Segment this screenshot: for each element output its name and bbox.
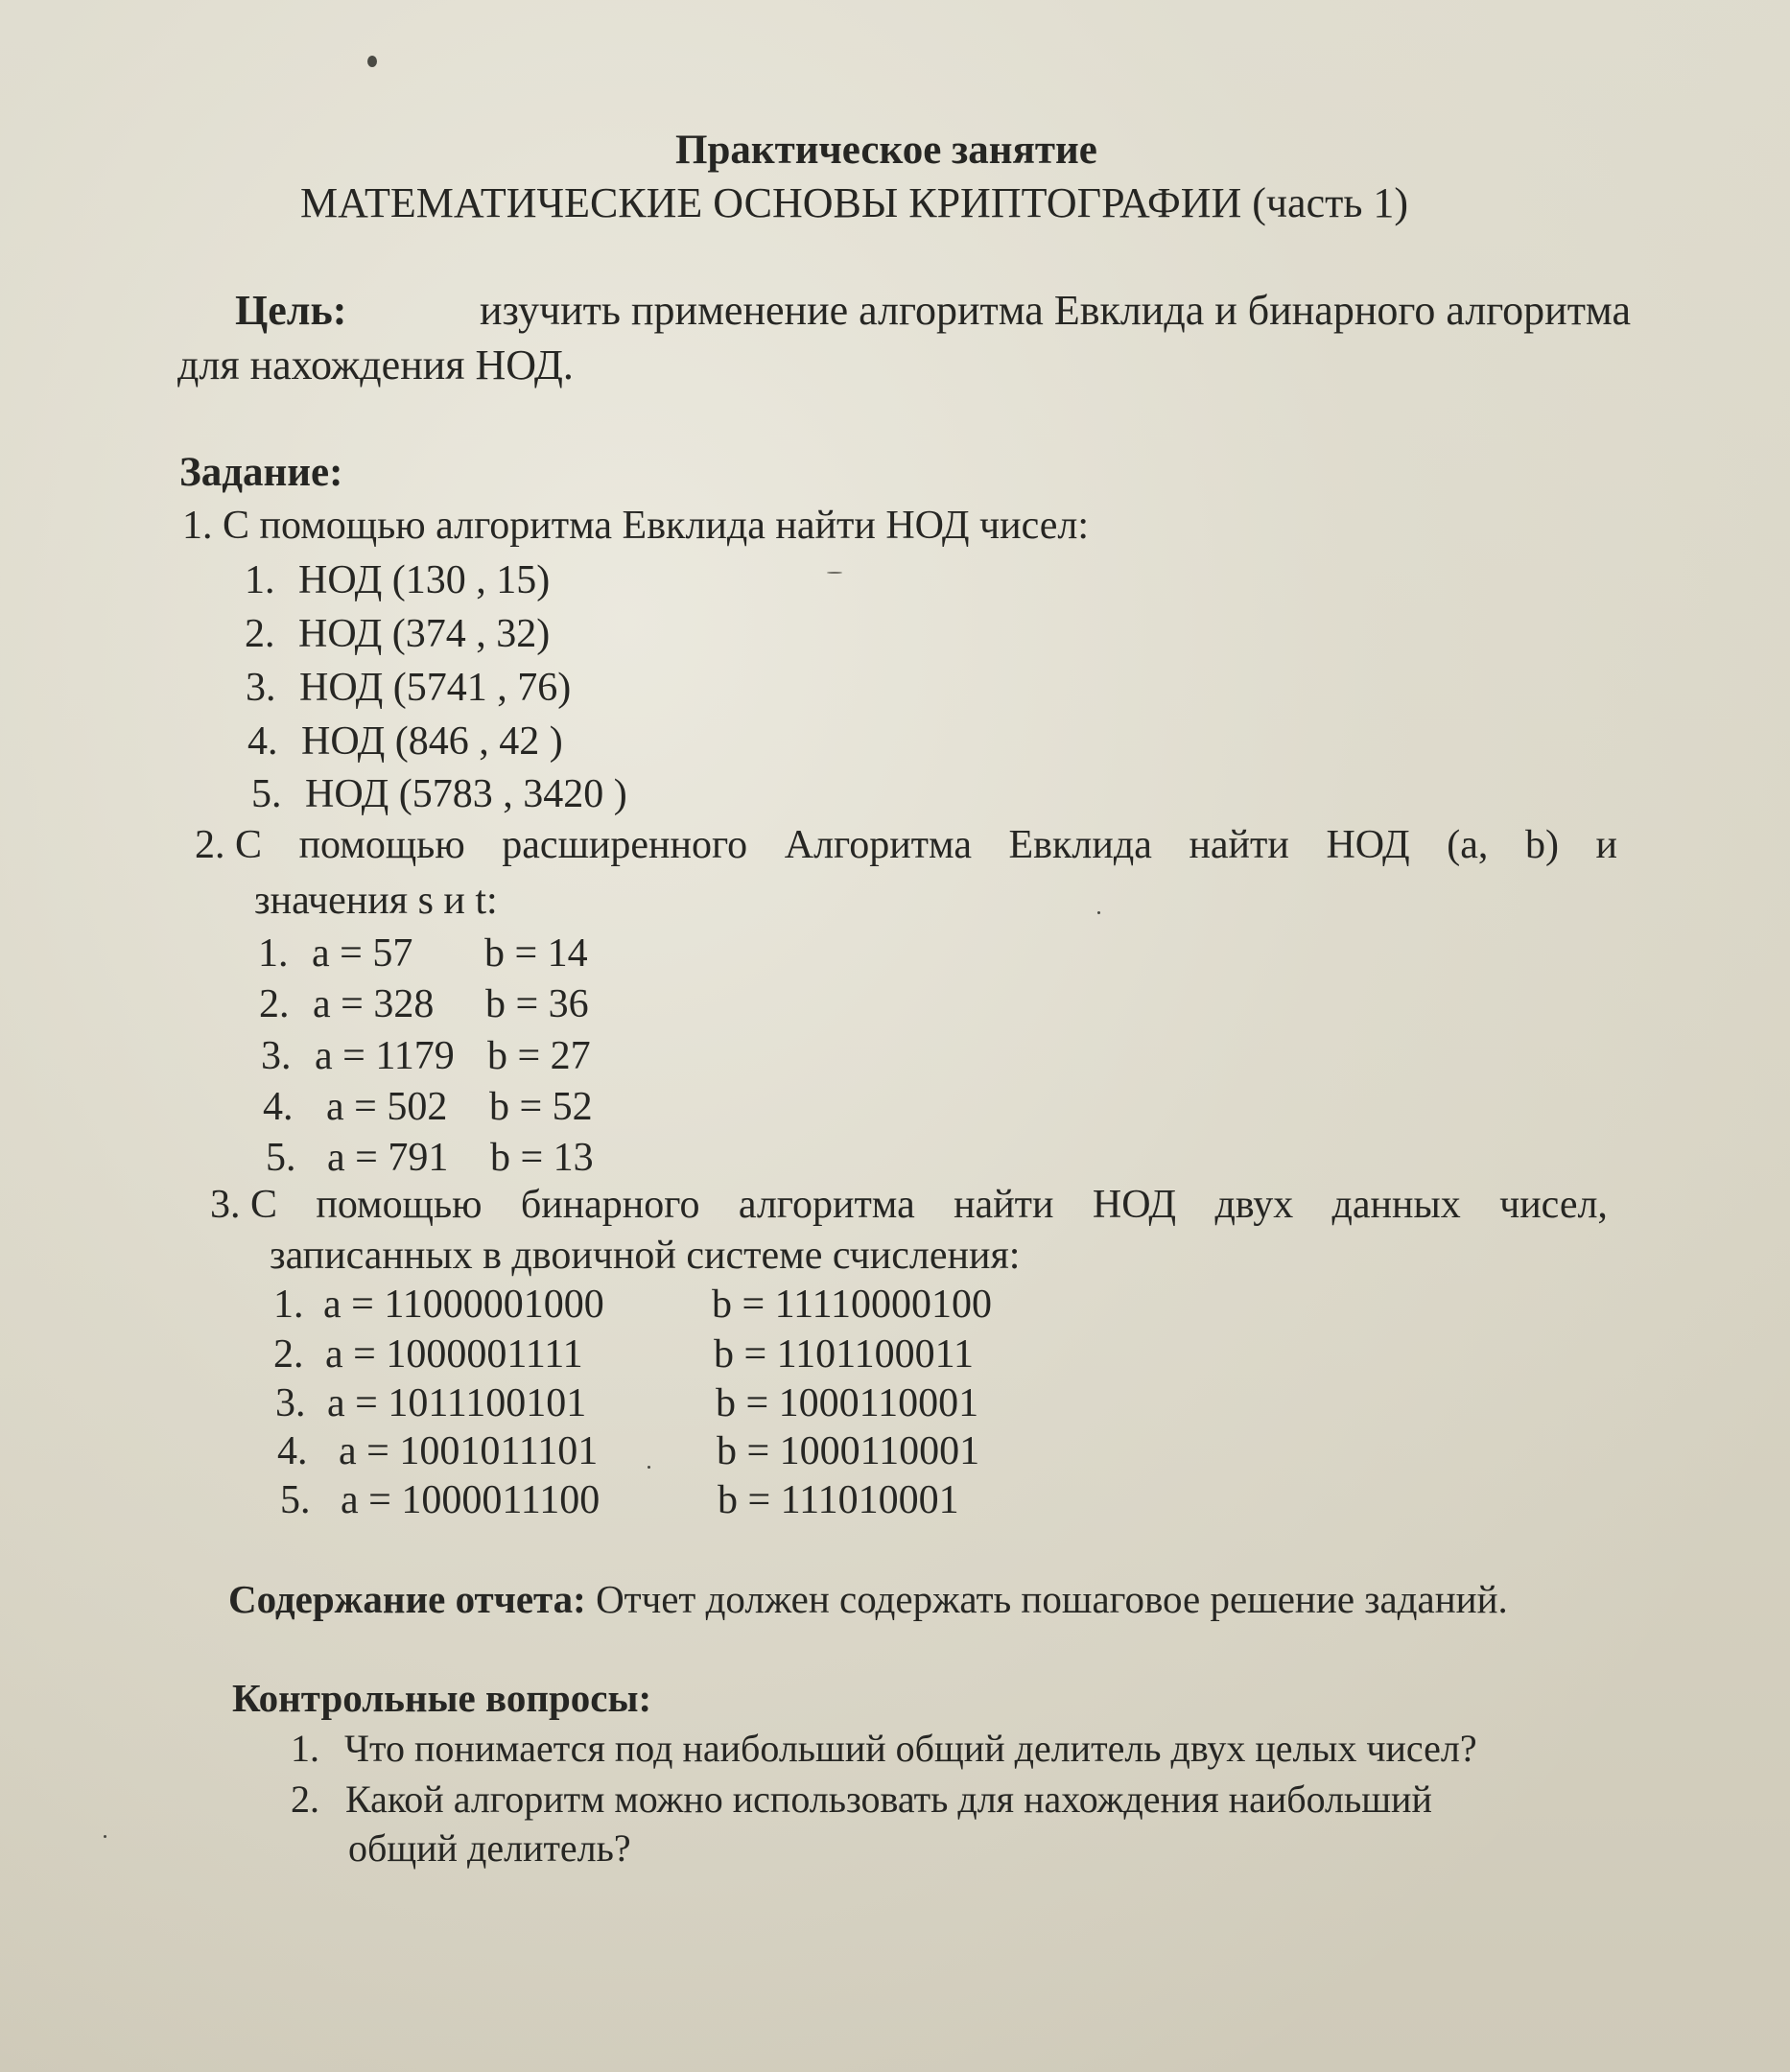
task-2-item — [259, 984, 589, 1024]
task-1-heading: 1. С помощью алгоритма Евклида найти НОД чисел: — [182, 504, 1090, 548]
task-2-heading-word: помощью — [298, 823, 465, 867]
report-line — [228, 1577, 1508, 1621]
task-3-heading-word: найти — [954, 1183, 1054, 1227]
task-1-item-number: 4. — [247, 719, 278, 764]
task-1-item — [246, 668, 571, 708]
task-1-item-number: 3. — [246, 666, 276, 710]
task-3-item — [273, 1284, 992, 1325]
task-3-item-b: b = 1000110001 — [717, 1429, 980, 1473]
question-number: 2. — [291, 1778, 319, 1821]
task-2-heading-word: расширенного — [502, 823, 748, 867]
task-2-item-a: a = 57 — [312, 931, 413, 976]
task-3-heading-word: алгоритма — [738, 1183, 915, 1227]
task-3-heading-word: двух — [1214, 1183, 1294, 1227]
task-2-item-b: b = 52 — [489, 1085, 593, 1129]
task-2-heading-word: 2. С — [195, 823, 263, 867]
task-2-heading-line-2: значения s и t: — [254, 879, 498, 923]
page-subtitle: МАТЕМАТИЧЕСКИЕ ОСНОВЫ КРИПТОГРАФИИ (часть 1) — [300, 179, 1409, 226]
task-3-item-b: b = 11110000100 — [712, 1283, 993, 1327]
task-2-item-a: a = 328 — [313, 982, 435, 1026]
task-2-heading-word: b) — [1524, 823, 1559, 867]
task-2-heading-word: НОД — [1326, 823, 1410, 867]
questions-label: Контрольные вопросы: — [232, 1676, 652, 1720]
task-2-item-a: a = 1179 — [315, 1034, 455, 1078]
question-item — [291, 1780, 1432, 1819]
task-2-heading-word: Евклида — [1008, 823, 1152, 867]
task-2-item-a: a = 791 — [327, 1136, 449, 1180]
task-3-item-number: 3. — [275, 1381, 306, 1425]
task-2-item-number: 1. — [258, 931, 289, 976]
task-2-item-a: a = 502 — [326, 1085, 448, 1129]
task-2-item-b: b = 36 — [485, 982, 589, 1026]
task-2-item-number: 2. — [259, 982, 290, 1026]
task-3-item-number: 4. — [277, 1429, 308, 1473]
task-3-heading-word: помощью — [316, 1183, 483, 1227]
task-3-heading — [210, 1185, 1608, 1225]
report-text: Отчет должен содержать пошаговое решение заданий. — [596, 1577, 1508, 1621]
task-1-item-text: НОД (374 , 32) — [298, 612, 551, 656]
page-title: Практическое занятие — [675, 128, 1097, 173]
task-1-item-number: 1. — [245, 558, 275, 602]
question-number: 1. — [291, 1727, 319, 1770]
task-1-item-text: НОД (846 , 42 ) — [301, 719, 563, 764]
task-3-heading-line-2: записанных в двоичной системе счисления: — [270, 1234, 1021, 1278]
task-3-item — [273, 1334, 974, 1375]
task-2-item — [258, 933, 588, 974]
task-3-item-b: b = 1000110001 — [716, 1381, 979, 1425]
task-2-item — [263, 1087, 593, 1127]
question-text: Что понимается под наибольший общий делитель двух целых чисел? — [344, 1727, 1477, 1770]
goal-line-1 — [235, 287, 1631, 334]
task-3-item-number: 2. — [273, 1332, 304, 1377]
task-2-heading-word: найти — [1189, 823, 1289, 867]
task-3-item-b: b = 111010001 — [718, 1478, 959, 1522]
paper-speck — [367, 56, 377, 67]
task-1-item-number: 5. — [251, 772, 282, 816]
task-2-heading-word: Алгоритма — [784, 823, 972, 867]
task-label: Задание: — [179, 450, 343, 495]
task-3-heading-word: бинарного — [520, 1183, 700, 1227]
task-3-heading-word: НОД — [1092, 1183, 1177, 1227]
task-3-item — [275, 1383, 978, 1424]
question-text-continued: общий делитель? — [348, 1826, 631, 1870]
task-3-heading-word: 3. С — [210, 1183, 278, 1227]
task-2-item-number: 5. — [266, 1136, 296, 1180]
task-2-item — [266, 1138, 594, 1178]
task-3-item-a: a = 1000001111 — [325, 1332, 583, 1377]
task-2-item-b: b = 14 — [484, 931, 588, 976]
task-1-item — [245, 560, 550, 600]
task-3-item-b: b = 1101100011 — [714, 1332, 975, 1377]
goal-label: Цель: — [235, 287, 347, 334]
task-2-item — [261, 1036, 591, 1076]
task-3-heading-word: данных — [1331, 1183, 1461, 1227]
task-2-heading-word: (a, — [1447, 823, 1489, 867]
task-3-heading-word: чисел, — [1499, 1183, 1608, 1227]
question-item — [291, 1727, 1477, 1770]
paper-speck — [648, 1466, 650, 1469]
task-1-item-text: НОД (5741 , 76) — [299, 666, 572, 710]
task-2-item-b: b = 27 — [487, 1034, 591, 1078]
task-3-item-number: 5. — [280, 1478, 311, 1522]
report-label: Содержание отчета: — [228, 1577, 586, 1621]
task-1-item-text: НОД (130 , 15) — [298, 558, 551, 602]
paper-speck — [1097, 911, 1100, 914]
task-1-item-number: 2. — [245, 612, 275, 656]
goal-text: изучить применение алгоритма Евклида и бинарного алгоритма — [480, 287, 1631, 334]
task-3-item-a: a = 11000001000 — [323, 1283, 604, 1327]
paper-speck — [827, 572, 842, 574]
question-text: Какой алгоритм можно использовать для нахождения наибольший — [345, 1778, 1432, 1821]
task-1-item — [251, 774, 627, 814]
goal-line-2: для нахождения НОД. — [177, 341, 574, 388]
task-3-item — [277, 1431, 979, 1472]
task-2-item-b: b = 13 — [490, 1136, 594, 1180]
paper-speck — [104, 1835, 106, 1838]
task-1-item — [245, 614, 550, 654]
task-3-item-a: a = 1011100101 — [327, 1381, 587, 1425]
task-2-item-number: 3. — [261, 1034, 292, 1078]
task-2-heading — [195, 825, 1617, 865]
task-1-item-text: НОД (5783 , 3420 ) — [305, 772, 627, 816]
task-3-item-a: a = 1001011101 — [339, 1429, 599, 1473]
task-3-item — [280, 1480, 959, 1520]
task-1-item — [247, 721, 563, 762]
task-2-heading-word: и — [1595, 823, 1617, 867]
task-2-item-number: 4. — [263, 1085, 294, 1129]
task-3-item-a: a = 1000011100 — [341, 1478, 601, 1522]
task-3-item-number: 1. — [273, 1283, 304, 1327]
